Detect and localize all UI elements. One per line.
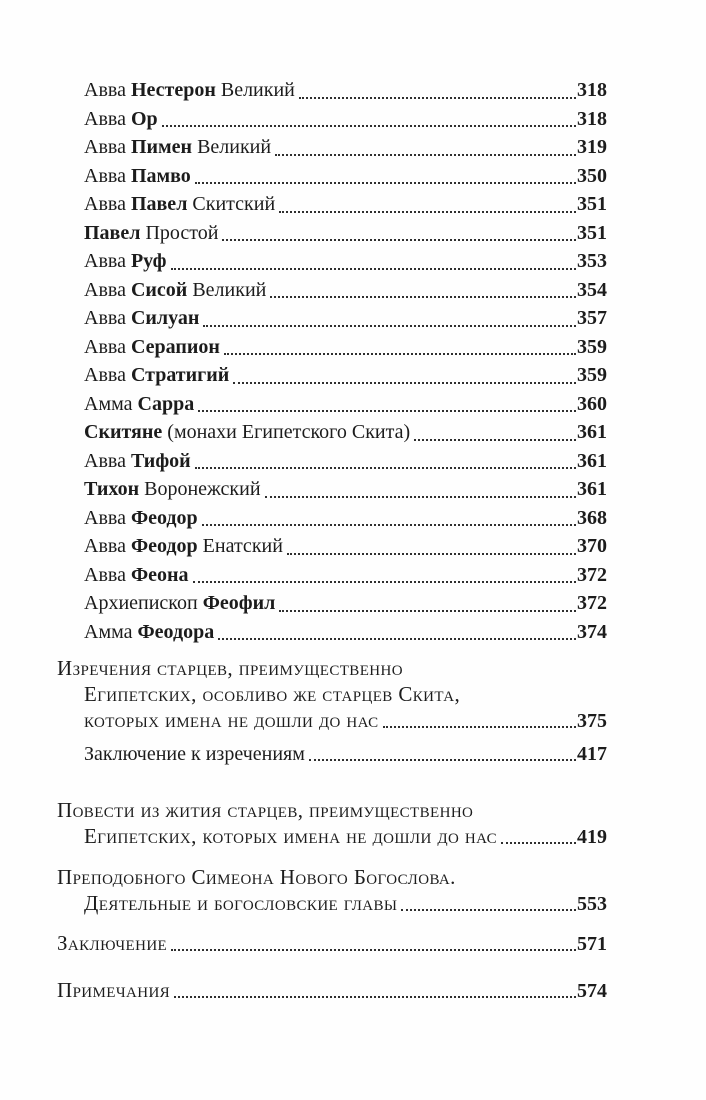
section-line-text: Преподобного Симеона Нового Богослова.	[57, 865, 456, 889]
toc-entry	[84, 105, 607, 134]
row-text	[84, 418, 410, 447]
dot-leader	[202, 524, 576, 526]
row-text	[84, 190, 275, 219]
page-number: 318	[577, 79, 607, 101]
entry-prefix: Амма	[84, 392, 138, 415]
entry-name: Памво	[130, 164, 191, 187]
dot-leader	[171, 268, 576, 270]
page-number: 571	[577, 933, 607, 955]
row-text	[57, 864, 456, 890]
row-text	[84, 504, 198, 533]
toc-row	[57, 977, 607, 1004]
dot-leader	[222, 239, 576, 241]
entry-prefix: Авва	[84, 449, 131, 472]
row-text	[84, 361, 229, 390]
toc-row	[57, 741, 607, 767]
toc-section	[57, 864, 607, 917]
section-line-text: которых имена не дошли до нас	[84, 708, 379, 732]
page-number: 360	[577, 392, 607, 415]
entry-name: Сисой	[130, 278, 188, 301]
dot-leader	[279, 610, 576, 612]
entry-prefix: Авва	[84, 335, 131, 358]
entry-name: Нестерон	[130, 79, 216, 101]
toc-entry	[84, 304, 607, 333]
page-number: 353	[577, 250, 607, 272]
toc-entry	[84, 589, 607, 618]
entry-name: Скитяне	[84, 421, 163, 443]
entry-prefix: Авва	[84, 164, 131, 187]
dot-leader	[203, 325, 576, 327]
row-text	[84, 447, 191, 476]
entry-suffix: Воронежский	[139, 478, 261, 500]
page-number: 361	[577, 449, 607, 472]
toc-section	[57, 655, 607, 734]
toc-section	[57, 797, 607, 850]
dot-leader	[299, 97, 576, 99]
entry-name: Феодор	[130, 506, 198, 529]
dot-leader	[171, 949, 576, 951]
page-number: 417	[577, 743, 607, 765]
dot-leader	[275, 154, 576, 156]
entry-name: Ор	[130, 107, 158, 130]
toc-entry	[84, 618, 607, 647]
page-number: 350	[577, 164, 607, 187]
entry-prefix: Архиепископ	[84, 592, 203, 614]
toc-entry	[84, 133, 607, 162]
page-number: 370	[577, 535, 607, 557]
dot-leader	[279, 211, 576, 213]
dot-leader	[195, 467, 576, 469]
toc-entry	[84, 247, 607, 276]
page-number: 361	[577, 421, 607, 443]
section-line-text: Деятельные и богословские главы	[84, 891, 398, 915]
entry-suffix: Великий	[192, 136, 272, 158]
entry-suffix: Енатский	[197, 535, 283, 557]
row-text	[84, 823, 497, 849]
entry-prefix: Авва	[84, 107, 131, 130]
toc-entries-list	[84, 76, 607, 646]
page-number: 359	[577, 364, 607, 386]
entry-name: Феофил	[202, 592, 276, 614]
row-text	[84, 219, 218, 248]
page-number: 374	[577, 620, 607, 643]
row-text	[84, 707, 379, 733]
page-number: 553	[577, 893, 607, 915]
entry-name: Пимен	[130, 136, 193, 158]
toc-entry	[84, 276, 607, 305]
dot-leader	[174, 996, 576, 998]
toc-entry	[84, 190, 607, 219]
row-text	[57, 797, 473, 823]
toc-entry	[84, 361, 607, 390]
page-number: 319	[577, 136, 607, 158]
page-number: 354	[577, 278, 607, 301]
entry-prefix: Авва	[84, 563, 131, 586]
toc-section	[57, 741, 607, 767]
section-line-text: Египетских, которых имена не дошли до нас	[84, 824, 498, 848]
dot-leader	[287, 553, 576, 555]
row-text	[57, 977, 170, 1003]
toc-row	[57, 823, 607, 850]
entry-name: Сарра	[137, 392, 195, 415]
row-text	[84, 162, 191, 191]
toc-entry	[84, 447, 607, 476]
page-number: 351	[577, 221, 607, 244]
page-number: 318	[577, 107, 607, 130]
row-text	[84, 276, 266, 305]
entry-prefix: Авва	[84, 307, 131, 329]
dot-leader	[218, 638, 576, 640]
page-number: 368	[577, 506, 607, 529]
toc-entry	[84, 390, 607, 419]
entry-prefix: Авва	[84, 136, 131, 158]
toc-row	[57, 797, 607, 823]
section-line-text: Примечания	[57, 978, 171, 1002]
entry-prefix: Авва	[84, 506, 131, 529]
row-text	[84, 589, 275, 618]
row-text	[84, 618, 214, 647]
dot-leader	[198, 410, 576, 412]
entry-prefix: Авва	[84, 79, 131, 101]
row-text	[84, 304, 199, 333]
row-text	[84, 105, 158, 134]
row-text	[84, 890, 397, 916]
section-line-text: Египетских, особливо же старцев Скита,	[84, 682, 461, 706]
entry-name: Феодор	[130, 535, 198, 557]
entry-name: Павел	[130, 193, 188, 215]
toc-entry	[84, 219, 607, 248]
entry-name: Серапион	[130, 335, 220, 358]
row-text	[84, 561, 189, 590]
entry-prefix: Авва	[84, 278, 131, 301]
entry-name: Тифой	[130, 449, 191, 472]
toc-sections-list	[57, 655, 607, 1004]
row-text	[84, 390, 194, 419]
row-text	[84, 475, 261, 504]
page-number: 375	[577, 710, 607, 732]
dot-leader	[501, 842, 576, 844]
dot-leader	[414, 439, 576, 441]
toc-entry	[84, 475, 607, 504]
page-number: 359	[577, 335, 607, 358]
toc-section	[57, 977, 607, 1004]
row-text	[84, 76, 295, 105]
entry-name: Павел	[84, 221, 141, 244]
entry-suffix: Простой	[140, 221, 219, 244]
entry-name: Стратигий	[130, 364, 230, 386]
page-number: 372	[577, 563, 607, 586]
toc-row	[57, 890, 607, 917]
toc-entry	[84, 532, 607, 561]
dot-leader	[383, 726, 576, 728]
toc-entry	[84, 162, 607, 191]
toc-entry	[84, 504, 607, 533]
section-line-text: Заключение	[57, 931, 168, 955]
page-number: 357	[577, 307, 607, 329]
entry-prefix: Авва	[84, 193, 131, 215]
entry-prefix: Авва	[84, 364, 131, 386]
entry-suffix: Великий	[187, 278, 267, 301]
row-text	[84, 532, 283, 561]
page-number: 574	[577, 980, 607, 1002]
dot-leader	[162, 125, 576, 127]
dot-leader	[224, 353, 576, 355]
entry-name: Феодора	[137, 620, 215, 643]
dot-leader	[309, 759, 576, 761]
dot-leader	[233, 382, 576, 384]
entry-suffix: Великий	[215, 79, 295, 101]
entry-name: Феона	[130, 563, 189, 586]
page-number: 419	[577, 826, 607, 848]
row-text	[84, 247, 167, 276]
toc-row	[57, 681, 607, 707]
section-line-text: Повести из жития старцев, преимущественно	[57, 798, 474, 822]
entry-prefix: Авва	[84, 535, 131, 557]
toc-entry	[84, 76, 607, 105]
dot-leader	[195, 182, 576, 184]
entry-name: Тихон	[84, 478, 140, 500]
entry-prefix: Амма	[84, 620, 138, 643]
row-text	[84, 681, 460, 707]
entry-suffix: (монахи Египетского Скита)	[162, 421, 411, 443]
page-number: 361	[577, 478, 607, 500]
entry-name: Руф	[130, 250, 167, 272]
toc-row	[57, 864, 607, 890]
toc-row	[57, 930, 607, 957]
page-number: 351	[577, 193, 607, 215]
row-text	[84, 133, 271, 162]
row-text	[57, 655, 403, 681]
entry-suffix: Скитский	[187, 193, 276, 215]
toc-entry	[84, 418, 607, 447]
row-text	[84, 741, 305, 767]
toc-row	[57, 655, 607, 681]
section-line-text: Заключение к изречениям	[84, 743, 305, 765]
section-line-text: Изречения старцев, преимущественно	[57, 656, 403, 680]
dot-leader	[401, 909, 576, 911]
toc-section	[57, 930, 607, 957]
toc-row	[57, 707, 607, 734]
page-number: 372	[577, 592, 607, 614]
entry-name: Силуан	[130, 307, 200, 329]
toc-entry	[84, 333, 607, 362]
row-text	[84, 333, 220, 362]
row-text	[57, 930, 167, 956]
dot-leader	[193, 581, 576, 583]
dot-leader	[265, 496, 576, 498]
entry-prefix: Авва	[84, 250, 131, 272]
dot-leader	[270, 296, 576, 298]
toc-entry	[84, 561, 607, 590]
